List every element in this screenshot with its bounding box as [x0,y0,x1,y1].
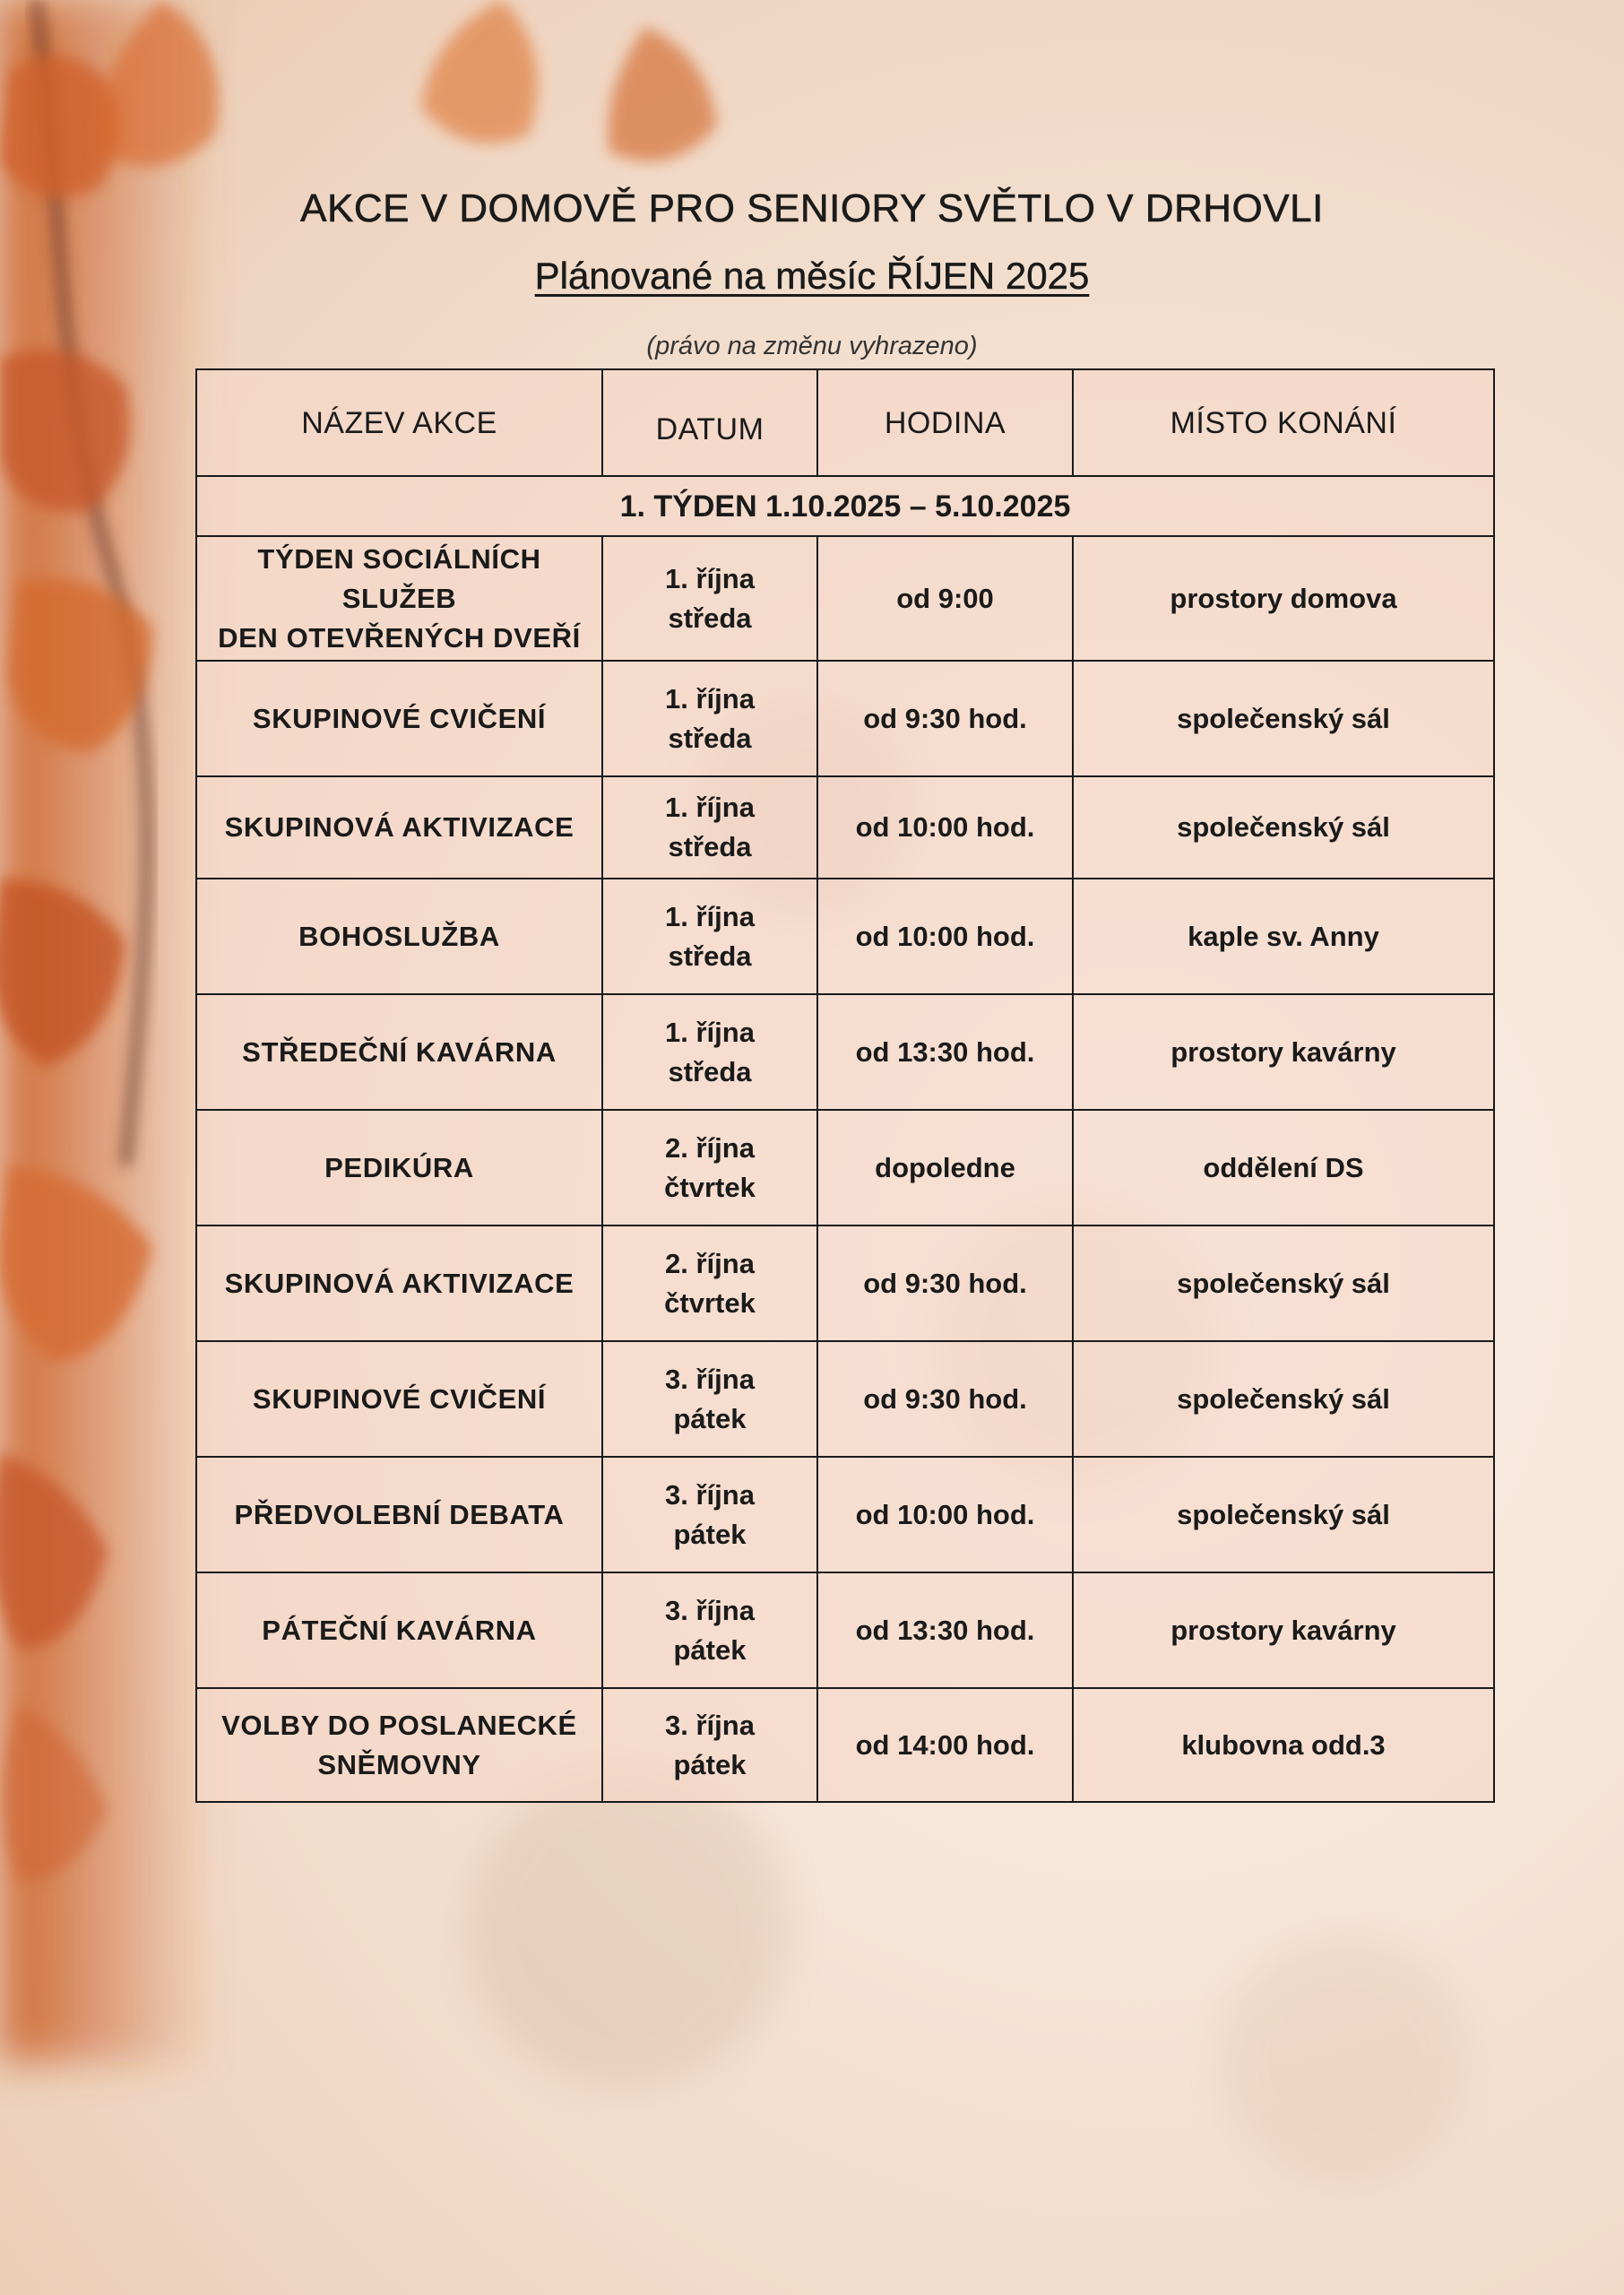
event-place-cell: prostory kavárny [1073,994,1494,1110]
event-name-line: PÁTEČNÍ KAVÁRNA [262,1614,537,1646]
event-date: 2. října [665,1131,755,1164]
event-time-cell: od 13:30 hod. [817,1572,1073,1688]
event-date: 1. října [665,562,755,594]
event-name-line: SKUPINOVÉ CVIČENÍ [252,702,547,734]
event-weekday: pátek [673,1633,747,1666]
event-name-line: STŘEDEČNÍ KAVÁRNA [242,1035,557,1068]
event-name-cell [196,994,602,1110]
column-header-place: MÍSTO KONÁNÍ [1073,369,1494,476]
event-date-cell [602,1110,817,1225]
event-weekday: středa [668,722,752,754]
event-time-cell: od 10:00 hod. [817,776,1073,879]
event-date: 1. října [665,682,755,714]
event-date: 3. října [665,1363,755,1395]
disclaimer-note: (právo na změnu vyhrazeno) [646,332,978,360]
event-weekday: čtvrtek [664,1286,756,1319]
event-name-cell [196,879,602,994]
event-date: 3. října [665,1594,755,1626]
event-place-cell: společenský sál [1073,661,1494,776]
event-place-cell: oddělení DS [1073,1110,1494,1225]
event-name-cell [196,1341,602,1457]
event-name-cell [196,661,602,776]
event-date-cell [602,1457,817,1572]
event-weekday: středa [668,831,752,862]
column-header-date: DATUM [602,369,817,476]
event-date-cell [602,661,817,776]
table-row [196,1341,1494,1457]
event-weekday: čtvrtek [664,1171,756,1203]
event-time-cell: od 9:30 hod. [817,661,1073,776]
event-date-cell [602,1688,817,1802]
event-weekday: středa [668,602,752,634]
subtitle-text: Plánované na měsíc ŘÍJEN 2025 [534,255,1090,297]
event-time-cell: od 14:00 hod. [817,1688,1073,1802]
table-row [196,661,1494,776]
event-name-cell [196,1110,602,1225]
column-header-time: HODINA [817,369,1073,476]
table-row [196,879,1494,994]
event-name-cell [196,536,602,661]
event-name-line: PŘEDVOLEBNÍ DEBATA [234,1498,565,1530]
event-time-cell: od 9:00 [817,536,1073,661]
event-weekday: pátek [673,1402,747,1434]
table-row [196,1225,1494,1341]
event-time-cell: od 9:30 hod. [817,1225,1073,1341]
event-name-line: VOLBY DO POSLANECKÉ [221,1709,577,1741]
event-name-line: PEDIKÚRA [324,1151,474,1183]
event-name-line: TÝDEN SOCIÁLNÍCH [257,542,541,575]
week-label: 1. TÝDEN 1.10.2025 – 5.10.2025 [196,476,1494,536]
table-row [196,1110,1494,1225]
event-name-line: SKUPINOVÉ CVIČENÍ [252,1382,547,1415]
table-row [196,1572,1494,1688]
event-weekday: pátek [673,1518,747,1550]
event-place-cell: kaple sv. Anny [1073,879,1494,994]
event-date-cell [602,879,817,994]
table-row [196,776,1494,879]
column-header-name: NÁZEV AKCE [196,369,602,476]
event-name-line: SLUŽEB [341,582,457,614]
event-name-cell [196,1457,602,1572]
event-name-line: SNĚMOVNY [317,1748,481,1780]
event-date: 1. října [665,792,755,823]
event-date: 1. října [665,900,755,932]
table-row [196,994,1494,1110]
event-name-cell [196,776,602,879]
event-date: 3. října [665,1709,755,1741]
event-place-cell: prostory domova [1073,536,1494,661]
event-time-cell: dopoledne [817,1110,1073,1225]
table-row [196,1457,1494,1572]
page-subtitle [0,255,1624,298]
event-date-cell [602,1572,817,1688]
event-weekday: středa [668,940,752,972]
event-name-cell [196,1572,602,1688]
event-place-cell: společenský sál [1073,1225,1494,1341]
table-header-row [196,369,1494,476]
table-row [196,1688,1494,1802]
event-place-cell: klubovna odd.3 [1073,1688,1494,1802]
event-name-cell [196,1688,602,1802]
event-weekday: středa [668,1055,752,1087]
event-date-cell [602,536,817,661]
event-date: 2. října [665,1247,755,1279]
event-date: 1. října [665,1016,755,1048]
schedule-table [195,368,1495,1803]
event-place-cell: společenský sál [1073,776,1494,879]
event-date-cell [602,1341,817,1457]
event-date-cell [602,1225,817,1341]
event-time-cell: od 10:00 hod. [817,879,1073,994]
event-date-cell [602,994,817,1110]
event-weekday: pátek [673,1748,747,1780]
event-place-cell: prostory kavárny [1073,1572,1494,1688]
event-date-cell [602,776,817,879]
page-title: AKCE V DOMOVĚ PRO SENIORY SVĚTLO V DRHOVLI [300,186,1324,230]
event-name-line: SKUPINOVÁ AKTIVIZACE [224,811,574,843]
event-time-cell: od 9:30 hod. [817,1341,1073,1457]
event-time-cell: od 10:00 hod. [817,1457,1073,1572]
event-name-line: SKUPINOVÁ AKTIVIZACE [224,1267,574,1299]
table-row [196,536,1494,661]
event-name-line: DEN OTEVŘENÝCH DVEŘÍ [218,621,581,654]
event-place-cell: společenský sál [1073,1341,1494,1457]
event-place-cell: společenský sál [1073,1457,1494,1572]
event-time-cell: od 13:30 hod. [817,994,1073,1110]
event-name-line: BOHOSLUŽBA [298,920,500,952]
week-row [196,476,1494,536]
event-name-cell [196,1225,602,1341]
event-date: 3. října [665,1478,755,1511]
